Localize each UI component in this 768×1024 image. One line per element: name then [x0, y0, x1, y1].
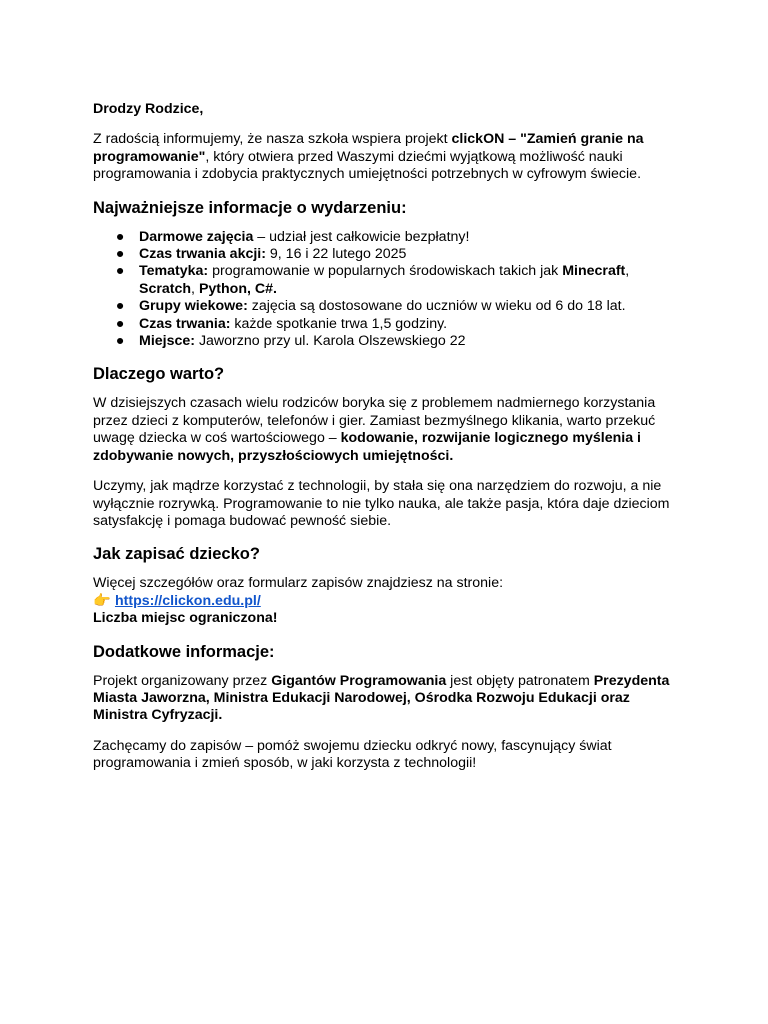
greeting: Drodzy Rodzice,: [93, 101, 204, 117]
list-item: ● Grupy wiekowe: zajęcia są dostosowane do uczniów w wieku od 6 do 18 lat.: [115, 298, 626, 315]
signup-limit: Liczba miejsc ograniczona!: [93, 610, 278, 627]
bullet-icon: ●: [115, 228, 125, 245]
signup-link[interactable]: https://clickon.edu.pl/: [114, 592, 261, 609]
why-paragraph-1: W dzisiejszych czasach wielu rodziców boryka się z problemem nadmiernego korzystania przez dzieci z komputerów, telefonów i gier. Zamiast bezmyślnego klikania, warto przekuć uwagę dziecka w coś wartościowego – kodowanie, rozwijanie logicznego myślenia i zdobywanie nowych, przyszłościowych umiejętności.: [93, 395, 656, 464]
info-list: [93, 229, 683, 351]
pointing-hand-icon: 👉: [93, 592, 111, 609]
signup-section: [93, 575, 683, 627]
signup-text: Więcej szczegółów oraz formularz zapisów znajdziesz na stronie:: [93, 575, 504, 592]
extra-paragraph-2: Zachęcamy do zapisów – pomóż swojemu dziecku odkryć nowy, fascynujący świat programowania i zmień sposób, w jaki korzysta z technologii!: [93, 737, 612, 772]
signup-link-line: [93, 593, 683, 610]
list-item: ● Czas trwania: każde spotkanie trwa 1,5 godziny.: [115, 315, 448, 332]
signup-heading: Jak zapisać dziecko?: [93, 545, 260, 564]
intro-paragraph: Z radością informujemy, że nasza szkoła wspiera projekt clickON – "Zamień granie na programowanie", który otwiera przed Waszymi dziećmi wyjątkową możliwość nauki programowania i zdobycia praktycznych umiejętności potrzebnych w cyfrowym świecie.: [93, 131, 644, 183]
bullet-icon: ●: [115, 263, 125, 280]
list-item: ● Czas trwania akcji: 9, 16 i 22 lutego 2025: [115, 246, 407, 263]
bullet-icon: ●: [115, 315, 125, 332]
info-heading: Najważniejsze informacje o wydarzeniu:: [93, 198, 407, 217]
bullet-icon: ●: [115, 333, 125, 350]
extra-heading: Dodatkowe informacje:: [93, 642, 275, 661]
why-paragraph-2: Uczymy, jak mądrze korzystać z technologii, by stała się ona narzędziem do rozwoju, a nie wyłącznie rozrywką. Programowanie to nie tylko nauka, ale także pasja, która daje dzieciom satysfakcję i pomaga budować pewność siebie.: [93, 478, 670, 529]
project-name: clickON – "Zamień granie na programowanie": [93, 131, 644, 165]
letter-body: [93, 101, 683, 786]
extra-paragraph-1: Projekt organizowany przez Gigantów Programowania jest objęty patronatem Prezydenta Miasta Jaworzna, Ministra Edukacji Narodowej, Ośrodka Rozwoju Edukacji oraz Ministra Cyfryzacji.: [93, 672, 670, 724]
why-heading: Dlaczego warto?: [93, 365, 225, 384]
list-item: ● Tematyka: programowanie w popularnych środowiskach takich jak Minecraft, Scratch, Python, C#.: [115, 263, 630, 297]
bullet-icon: ●: [115, 298, 125, 315]
bullet-icon: ●: [115, 246, 125, 263]
list-item: ● Miejsce: Jaworzno przy ul. Karola Olszewskiego 22: [115, 333, 466, 350]
list-item: ● Darmowe zajęcia – udział jest całkowicie bezpłatny!: [115, 228, 470, 245]
